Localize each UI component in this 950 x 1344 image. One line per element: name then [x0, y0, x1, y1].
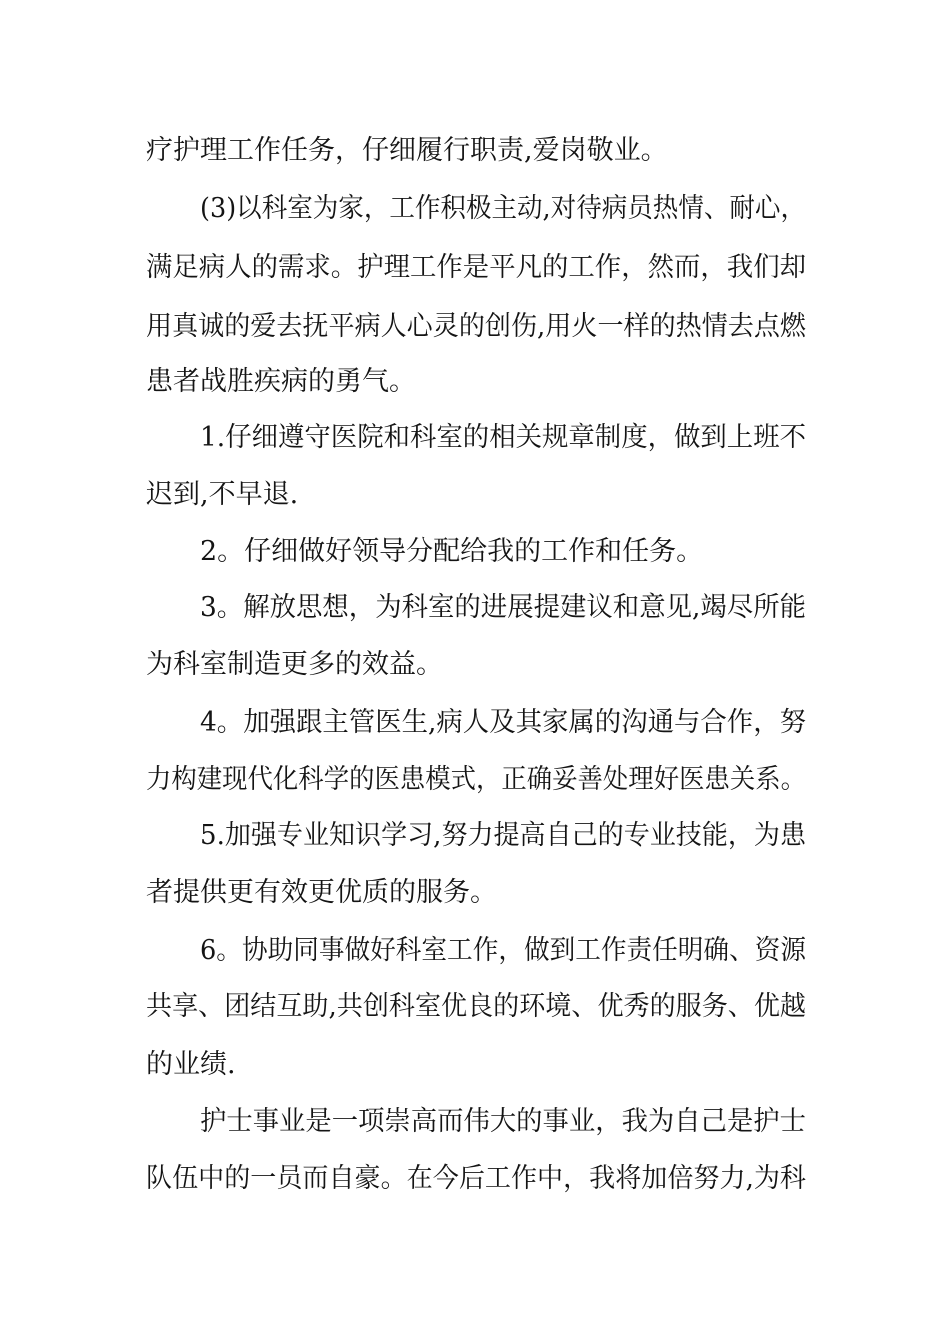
text-line-content: 1.仔细遵守医院和科室的相关规章制度，做到上班不 — [200, 422, 806, 453]
text-line — [0, 246, 950, 290]
text-line — [0, 758, 950, 802]
text-line-content: 6。协助同事做好科室工作，做到工作责任明确、资源 — [200, 935, 806, 966]
paragraph-first-line — [0, 530, 950, 574]
text-line — [0, 473, 950, 517]
text-line-content: 用真诚的爱去抚平病人心灵的创伤,用火一样的热情去点燃 — [146, 311, 806, 342]
text-line — [0, 305, 950, 349]
text-line — [0, 1157, 950, 1201]
paragraph-first-line — [0, 929, 950, 973]
text-line — [0, 360, 950, 404]
text-line-content: 5.加强专业知识学习,努力提高自己的专业技能，为患 — [200, 820, 806, 851]
text-line — [0, 985, 950, 1029]
text-line — [0, 1043, 950, 1087]
text-line-content: 患者战胜疾病的勇气。 — [146, 366, 416, 397]
paragraph-first-line — [0, 187, 950, 231]
paragraph-first-line — [0, 416, 950, 460]
text-line-content: 2。仔细做好领导分配给我的工作和任务。 — [200, 536, 704, 567]
paragraph-first-line — [0, 814, 950, 858]
text-line-content: 队伍中的一员而自豪。在今后工作中，我将加倍努力,为科 — [146, 1163, 806, 1194]
text-line-content: 共享、团结互助,共创科室优良的环境、优秀的服务、优越 — [146, 991, 806, 1022]
text-line-content: 4。加强跟主管医生,病人及其家属的沟通与合作，努 — [200, 707, 806, 738]
paragraph-first-line — [0, 1100, 950, 1144]
text-line — [0, 129, 950, 173]
text-line-content: 迟到,不早退. — [146, 479, 299, 510]
text-line-content: 力构建现代化科学的医患模式，正确妥善处理好医患关系。 — [146, 764, 806, 795]
paragraph-first-line — [0, 701, 950, 745]
text-line-content: 3。解放思想，为科室的进展提建议和意见,竭尽所能 — [200, 592, 806, 623]
text-line-content: 的业绩. — [146, 1049, 236, 1080]
text-line — [0, 643, 950, 687]
text-line-content: 护士事业是一项崇高而伟大的事业，我为自己是护士 — [200, 1106, 806, 1137]
text-line-content: 满足病人的需求。护理工作是平凡的工作，然而，我们却 — [146, 252, 806, 283]
paragraph-first-line — [0, 586, 950, 630]
text-line-content: 为科室制造更多的效益。 — [146, 649, 443, 680]
text-line — [0, 871, 950, 915]
text-line-content: (3)以科室为家，工作积极主动,对待病员热情、耐心， — [200, 193, 806, 224]
text-line-content: 者提供更有效更优质的服务。 — [146, 877, 497, 908]
text-line-content: 疗护理工作任务，仔细履行职责,爱岗敬业。 — [146, 135, 668, 166]
